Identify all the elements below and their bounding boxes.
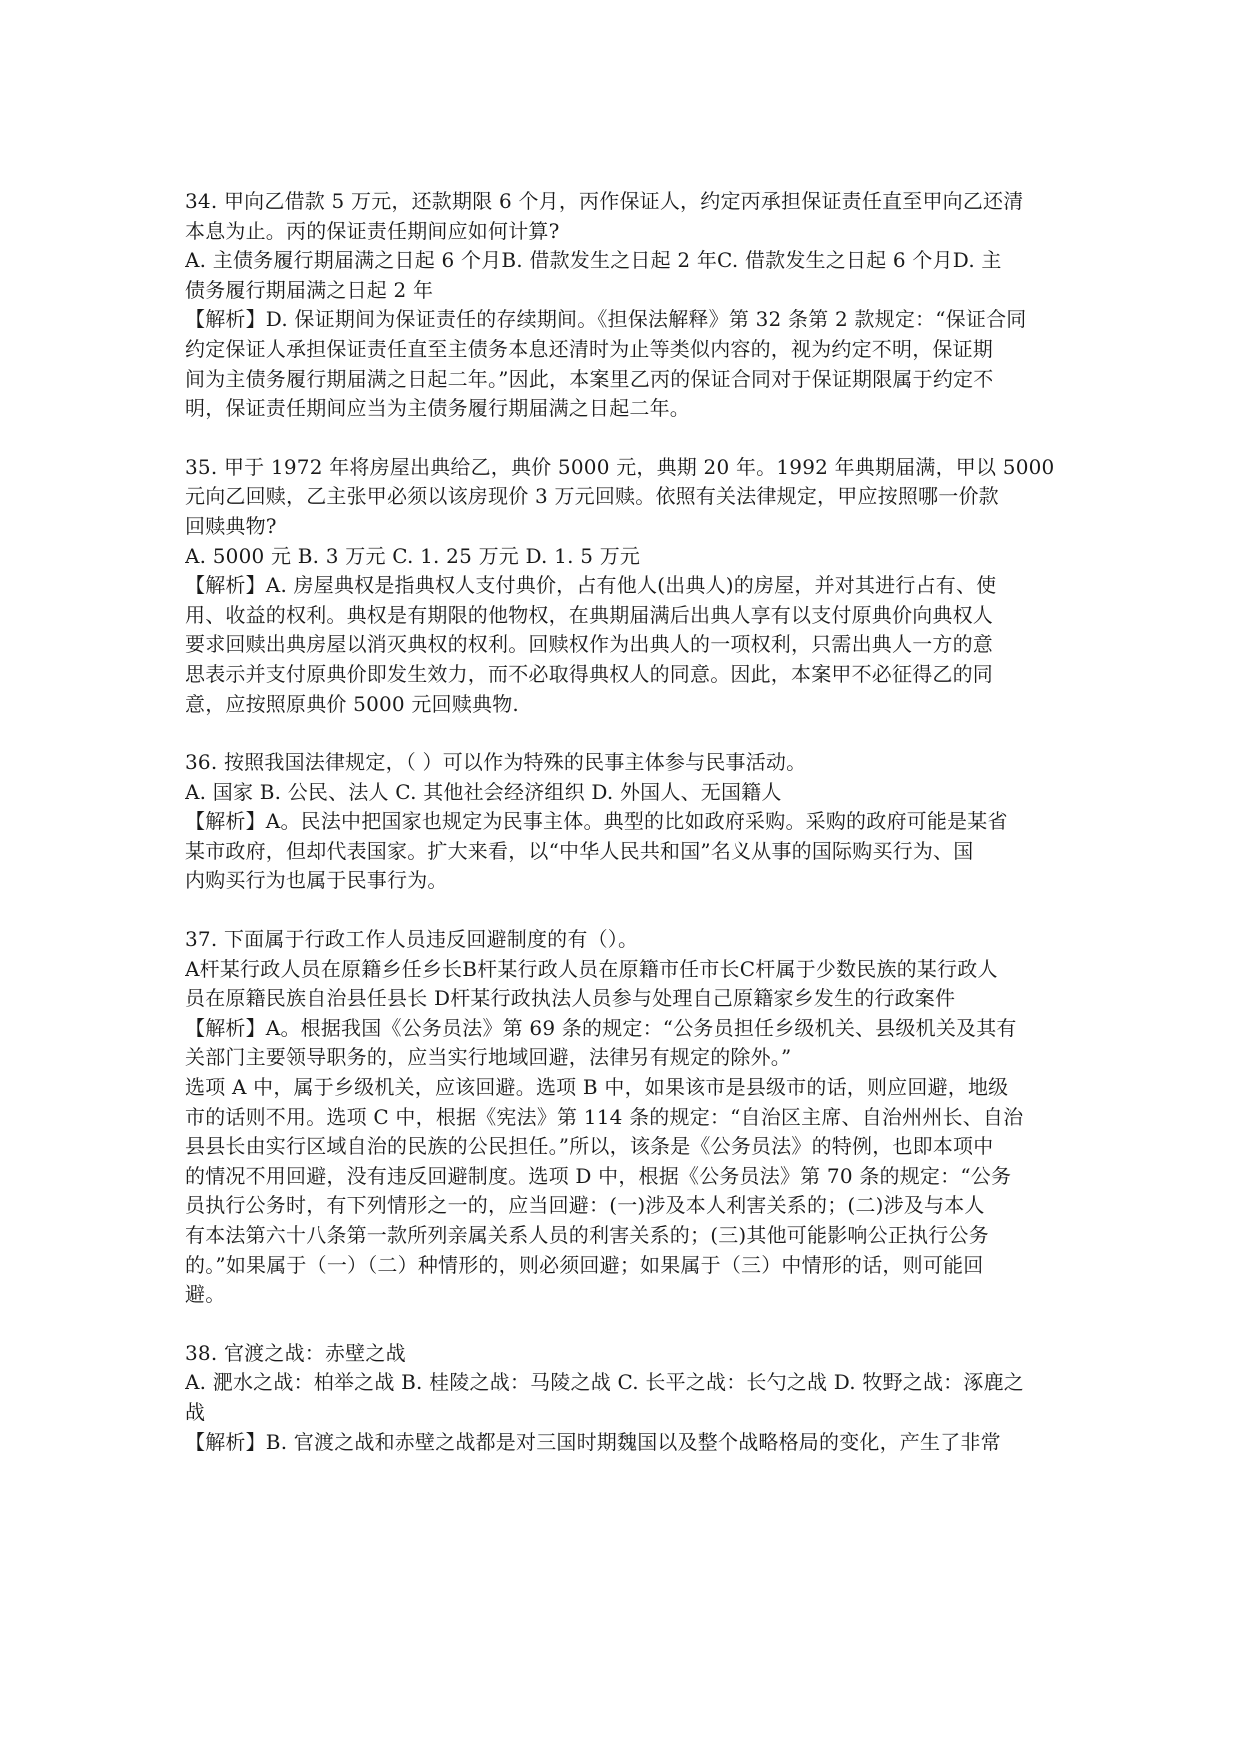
analysis-text: 避。 — [185, 1282, 226, 1307]
analysis-text: 明，保证责任期间应当为主债务履行期届满之日起二年。 — [185, 396, 690, 421]
question-stem: 36. 按照我国法律规定，（ ）可以作为特殊的民事主体参与民事活动。 — [185, 750, 807, 775]
question-stem: 34. 甲向乙借款 5 万元，还款期限 6 个月，丙作保证人，约定丙承担保证责任直至甲向乙还清 — [185, 189, 1024, 213]
analysis-text: 【解析】B. 官渡之战和赤壁之战都是对三国时期魏国以及整个战略格局的变化，产生了非常 — [185, 1429, 1001, 1454]
answer-options: A杆某行政人员在原籍乡任乡长B杆某行政人员在原籍市任市长C杆属于少数民族的某行政人 — [185, 956, 998, 981]
answer-options: A. 5000 元 B. 3 万元 C. 1. 25 万元 D. 1. 5 万元 — [185, 543, 641, 568]
question-stem: 37. 下面属于行政工作人员违反回避制度的有（）。 — [185, 927, 639, 952]
question-34 — [185, 187, 1075, 424]
question-stem: 元向乙回赎，乙主张甲必须以该房现价 3 万元回赎。依照有关法律规定，甲应按照哪一价款 — [185, 484, 999, 509]
analysis-text: 【解析】A。民法中把国家也规定为民事主体。典型的比如政府采购。采购的政府可能是某省 — [185, 809, 1008, 834]
answer-options: 员在原籍民族自治县任县长 D杆某行政执法人员参与处理自己原籍家乡发生的行政案件 — [185, 986, 956, 1011]
analysis-text: 县县长由实行区域自治的民族的公民担任。”所以，该条是《公务员法》的特例，也即本项中 — [185, 1134, 994, 1159]
analysis-text: 选项 A 中，属于乡级机关，应该回避。选项 B 中，如果该市是县级市的话，则应回避，地级 — [185, 1075, 1009, 1100]
answer-options: 战 — [185, 1399, 206, 1424]
answer-options: A. 主债务履行期届满之日起 6 个月B. 借款发生之日起 2 年C. 借款发生之日起 6 个月D. 主 — [185, 248, 1002, 273]
analysis-text: 要求回赎出典房屋以消灭典权的权利。回赎权作为出典人的一项权利，只需出典人一方的意 — [185, 632, 993, 657]
analysis-text: 有本法第六十八条第一款所列亲属关系人员的利害关系的；(三)其他可能影响公正执行公务 — [185, 1223, 989, 1247]
analysis-text: 【解析】D. 保证期间为保证责任的存续期间。《担保法解释》第 32 条第 2 款规定：“保证合同 — [185, 307, 1027, 332]
analysis-text: 内购买行为也属于民事行为。 — [185, 868, 448, 893]
analysis-text: 关部门主要领导职务的，应当实行地域回避，法律另有规定的除外。” — [185, 1045, 792, 1070]
answer-options: A. 淝水之战：柏举之战 B. 桂陵之战：马陵之战 C. 长平之战：长勺之战 D. 牧野之战：涿鹿之 — [185, 1370, 1024, 1395]
analysis-text: 间为主债务履行期届满之日起二年。”因此，本案里乙丙的保证合同对于保证期限属于约定不 — [185, 366, 994, 391]
analysis-text: 意，应按照原典价 5000 元回赎典物. — [185, 691, 519, 716]
question-37 — [185, 925, 1075, 1310]
analysis-text: 员执行公务时，有下列情形之一的，应当回避：(一)涉及本人利害关系的；(二)涉及与本人 — [185, 1193, 985, 1218]
analysis-text: 【解析】A。根据我国《公务员法》第 69 条的规定：“公务员担任乡级机关、县级机关及其有 — [185, 1015, 1017, 1040]
analysis-text: 的情况不用回避，没有违反回避制度。选项 D 中，根据《公务员法》第 70 条的规定：“公务 — [185, 1163, 1012, 1188]
analysis-text: 用、收益的权利。典权是有期限的他物权，在典期届满后出典人享有以支付原典价向典权人 — [185, 602, 993, 627]
analysis-text: 的。”如果属于（一）（二）种情形的，则必须回避；如果属于（三）中情形的话，则可能回 — [185, 1252, 984, 1277]
analysis-text: 约定保证人承担保证责任直至主债务本息还清时为止等类似内容的，视为约定不明，保证期 — [185, 336, 993, 361]
question-38 — [185, 1339, 1075, 1457]
analysis-text: 思表示并支付原典价即发生效力，而不必取得典权人的同意。因此，本案甲不必征得乙的同 — [185, 661, 993, 686]
question-stem: 回赎典物? — [185, 513, 277, 538]
question-36 — [185, 748, 1075, 896]
answer-options: 债务履行期届满之日起 2 年 — [185, 277, 434, 302]
answer-options: A. 国家 B. 公民、法人 C. 其他社会经济组织 D. 外国人、无国籍人 — [185, 779, 782, 804]
question-stem: 38. 官渡之战：赤壁之战 — [185, 1340, 406, 1365]
analysis-text: 某市政府，但却代表国家。扩大来看，以“中华人民共和国”名义从事的国际购买行为、国 — [185, 838, 974, 863]
analysis-text: 市的话则不用。选项 C 中，根据《宪法》第 114 条的规定：“自治区主席、自治州州长、自治 — [185, 1104, 1024, 1129]
document-body — [185, 187, 1075, 1486]
question-35 — [185, 453, 1075, 719]
question-stem: 35. 甲于 1972 年将房屋出典给乙，典价 5000 元，典期 20 年。1992 年典期届满，甲以 5000 — [185, 454, 1055, 479]
analysis-text: 【解析】A. 房屋典权是指典权人支付典价，占有他人(出典人)的房屋，并对其进行占有、使 — [185, 573, 997, 598]
question-stem: 本息为止。丙的保证责任期间应如何计算? — [185, 218, 560, 243]
